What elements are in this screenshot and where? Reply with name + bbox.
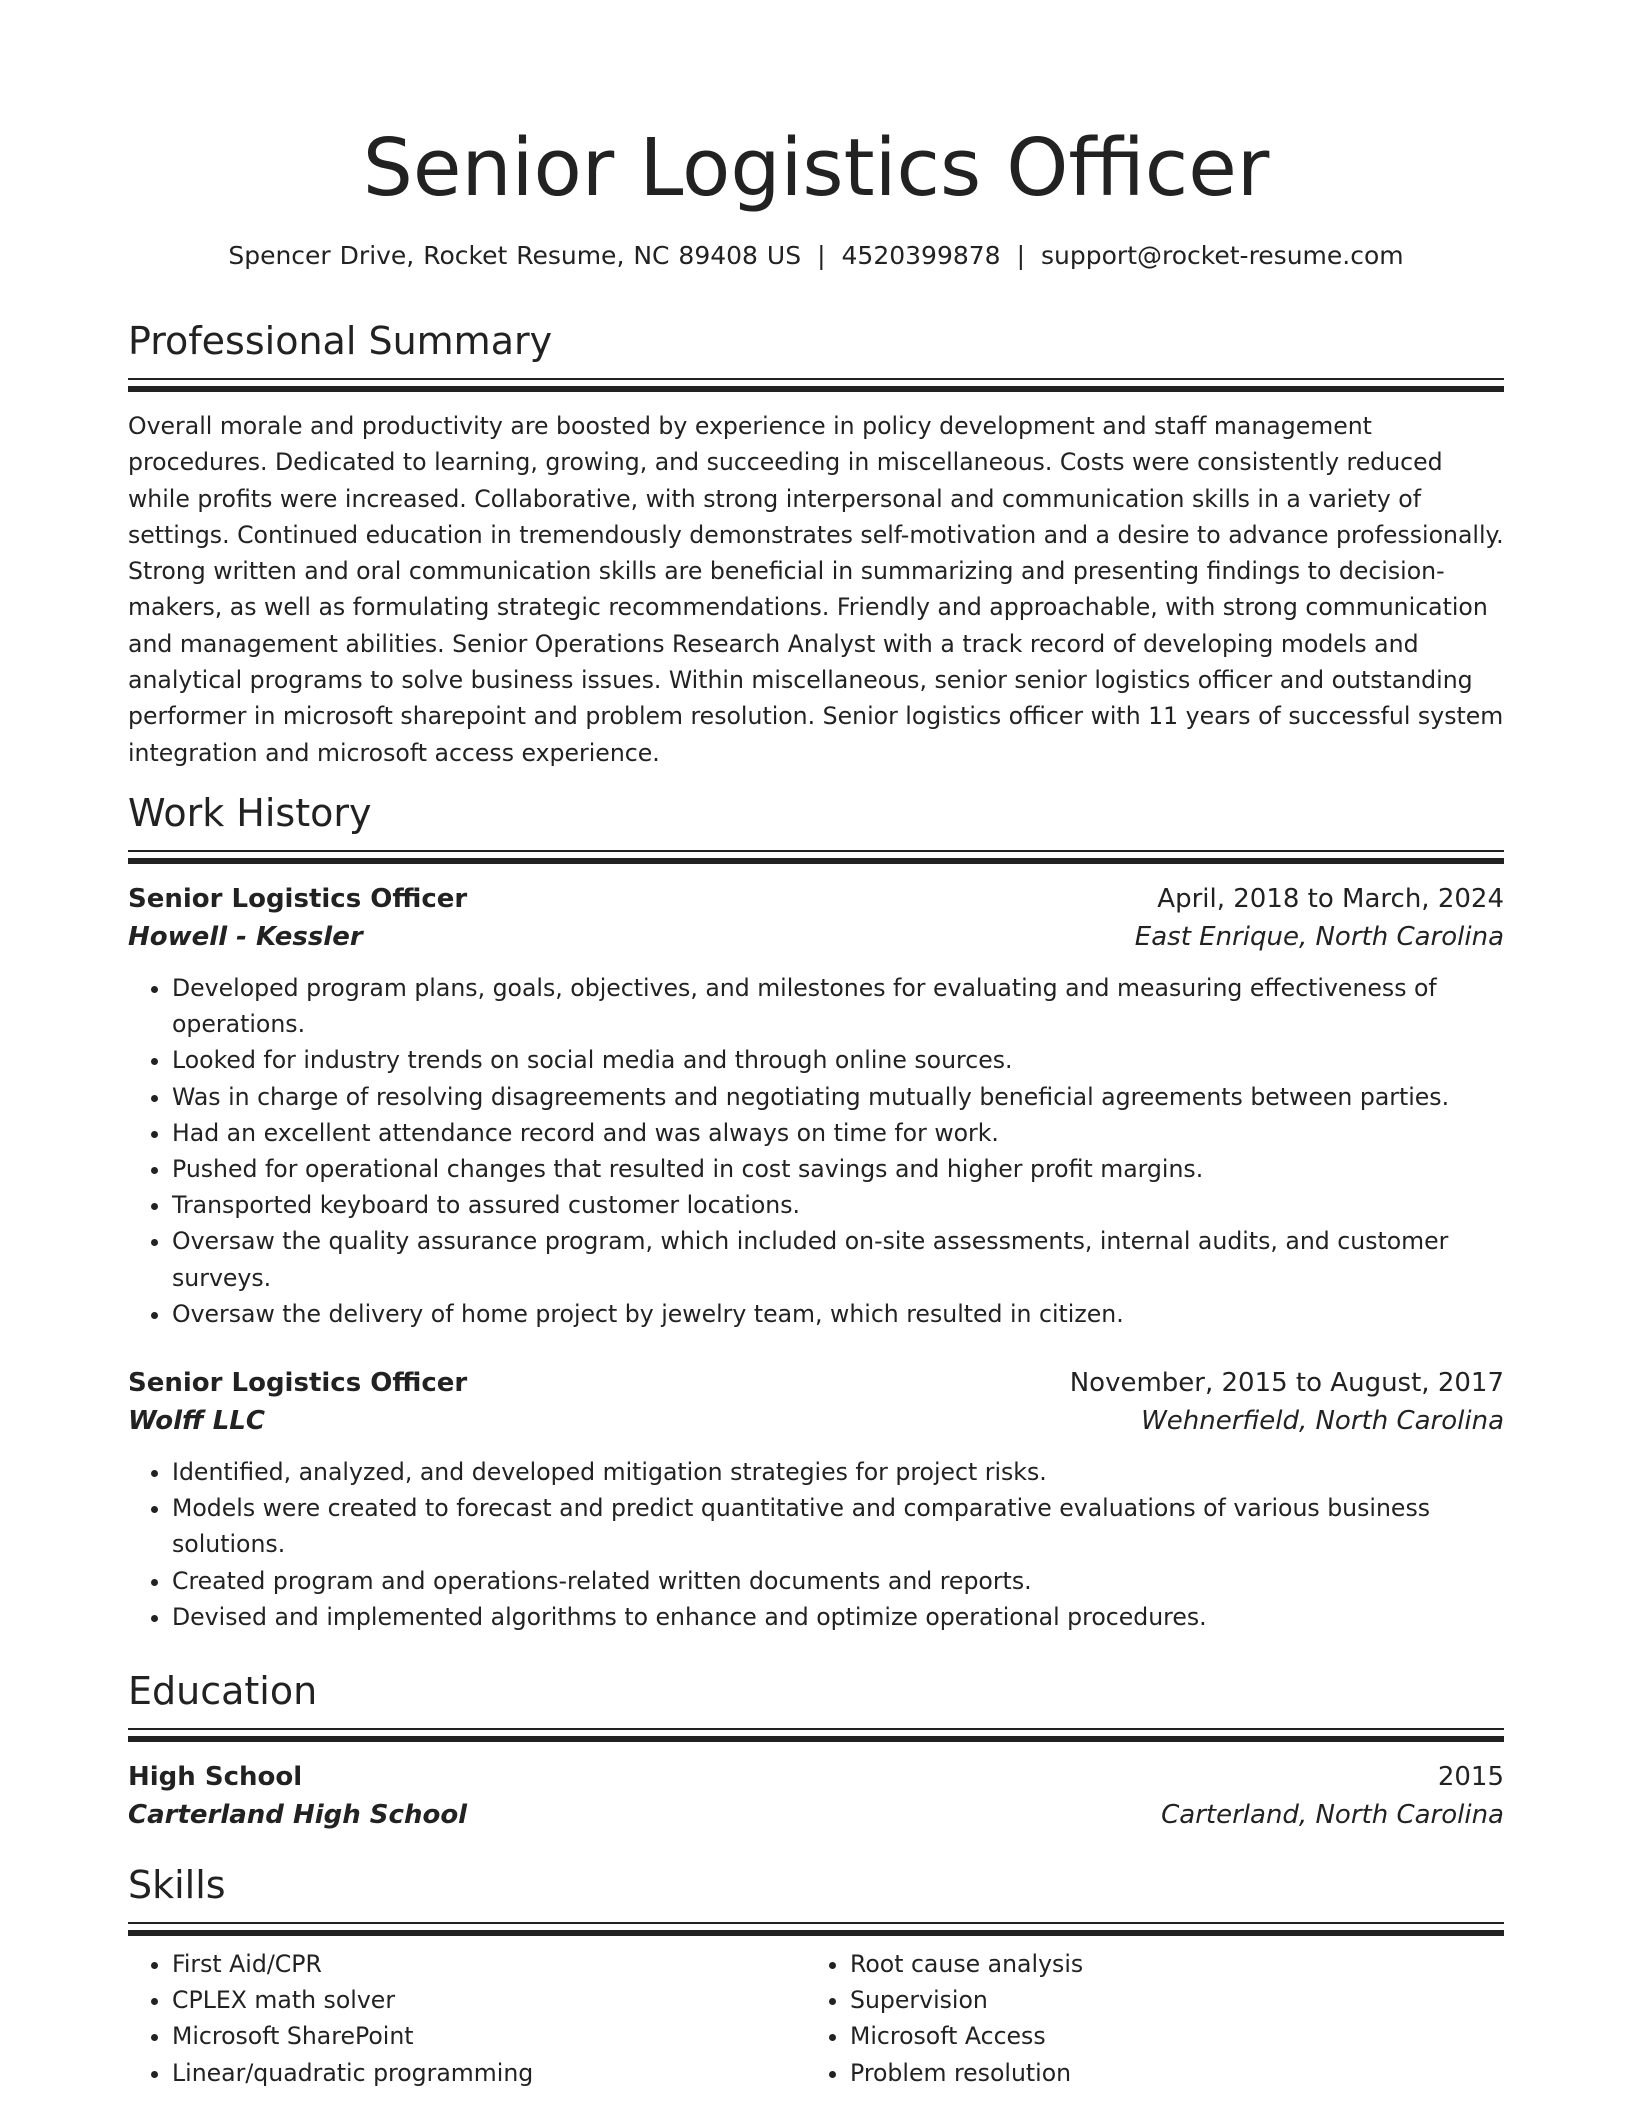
education-subheader	[128, 1796, 1504, 1834]
skill-item: • Supervision	[850, 1982, 1484, 2018]
section-title-work-history: Work History	[128, 791, 372, 835]
job-location: East Enrique, North Carolina	[1134, 922, 1504, 952]
job-title: Senior Logistics Officer	[128, 1368, 468, 1399]
job-dates: April, 2018 to March, 2024	[1157, 884, 1504, 914]
skills-section	[128, 1860, 1504, 2091]
section-title-education: Education	[128, 1669, 318, 1713]
education-section	[128, 1666, 1504, 1834]
list-item: • Had an excellent attendance record and was always on time for work.	[172, 1115, 1504, 1151]
skill-item: • Microsoft Access	[850, 2018, 1484, 2054]
skill-item: • Root cause analysis	[850, 1946, 1484, 1982]
list-item: • Models were created to forecast and predict quantitative and comparative evaluations of various business solutions.	[172, 1490, 1504, 1562]
skill-item: • CPLEX math solver	[172, 1982, 806, 2018]
job-title: Senior Logistics Officer	[128, 884, 468, 914]
job-company: Howell - Kessler	[128, 922, 363, 952]
education-degree: High School	[128, 1762, 303, 1792]
contact-address: Spencer Drive, Rocket Resume, NC 89408 US	[228, 241, 802, 270]
education-year: 2015	[1437, 1762, 1504, 1792]
summary-section	[128, 316, 1504, 771]
list-item: • Looked for industry trends on social media and through online sources.	[172, 1042, 1504, 1078]
job-subheader	[128, 918, 1504, 956]
skill-item: • First Aid/CPR	[172, 1946, 806, 1982]
education-location: Carterland, North Carolina	[1161, 1800, 1504, 1830]
list-item: • Devised and implemented algorithms to enhance and optimize operational procedures.	[172, 1599, 1504, 1635]
resume-name: Senior Logistics Officer	[362, 122, 1270, 214]
list-item: • Was in charge of resolving disagreements and negotiating mutually beneficial agreements between parties.	[172, 1079, 1504, 1115]
skill-item: • Problem resolution	[850, 2055, 1484, 2091]
contact-phone: 4520399878	[841, 241, 1001, 270]
job-dates: November, 2015 to August, 2017	[1069, 1368, 1504, 1399]
skill-item: • Linear/quadratic programming	[172, 2055, 806, 2091]
skill-item: • Microsoft SharePoint	[172, 2018, 806, 2054]
skills-column-right	[806, 1946, 1484, 2091]
contact-separator: |	[817, 241, 826, 270]
job-entry	[128, 1364, 1504, 1635]
list-item: • Developed program plans, goals, objectives, and milestones for evaluating and measuring effectiveness of operations.	[172, 970, 1504, 1042]
job-header	[128, 880, 1504, 918]
section-divider	[128, 1922, 1504, 1932]
skills-column-left	[128, 1946, 806, 2091]
job-bullet-list	[128, 970, 1504, 1332]
job-entry	[128, 880, 1504, 1332]
job-subheader	[128, 1402, 1504, 1440]
job-company: Wolff LLC	[128, 1406, 265, 1437]
list-item: • Identified, analyzed, and developed mitigation strategies for project risks.	[172, 1454, 1504, 1490]
section-title-skills: Skills	[128, 1863, 226, 1907]
job-bullet-list	[128, 1454, 1504, 1635]
education-school: Carterland High School	[128, 1800, 468, 1830]
contact-line	[128, 236, 1504, 276]
education-entry	[128, 1758, 1504, 1834]
list-item: • Created program and operations-related written documents and reports.	[172, 1563, 1504, 1599]
list-item: • Transported keyboard to assured customer locations.	[172, 1187, 1504, 1223]
skills-columns	[128, 1946, 1504, 2091]
job-location: Wehnerfield, North Carolina	[1141, 1406, 1504, 1437]
education-header	[128, 1758, 1504, 1796]
contact-email: support@rocket-resume.com	[1041, 241, 1404, 270]
skills-list	[806, 1946, 1484, 2091]
section-divider	[128, 850, 1504, 860]
list-item: • Pushed for operational changes that resulted in cost savings and higher profit margins.	[172, 1151, 1504, 1187]
list-item: • Oversaw the delivery of home project by jewelry team, which resulted in citizen.	[172, 1296, 1504, 1332]
job-header	[128, 1364, 1504, 1402]
work-history-section	[128, 788, 1504, 1635]
skills-list	[128, 1946, 806, 2091]
section-divider	[128, 1728, 1504, 1738]
section-divider	[128, 378, 1504, 388]
contact-separator: |	[1016, 241, 1026, 270]
list-item: • Oversaw the quality assurance program, which included on-site assessments, internal audits, and customer surveys.	[172, 1223, 1504, 1295]
summary-text: Overall morale and productivity are boosted by experience in policy development and staff management procedures. Dedicated to learning, growing, and succeeding in miscellaneous. Costs were consistently reduced while profits were increased. Collaborative, with strong interpersonal and communication skills in a variety of settings. Continued education in tremendously demonstrates self-motivation and a desire to advance professionally. Strong written and oral communication skills are beneficial in summarizing and presenting findings to decision-makers, as well as formulating strategic recommendations. Friendly and approachable, with strong communication and management abilities. Senior Operations Research Analyst with a track record of developing models and analytical programs to solve business issues. Within miscellaneous, senior senior logistics officer and outstanding performer in microsoft sharepoint and problem resolution. Senior logistics officer with 11 years of successful system integration and microsoft access experience.	[128, 412, 1504, 767]
section-title-summary: Professional Summary	[128, 319, 553, 363]
